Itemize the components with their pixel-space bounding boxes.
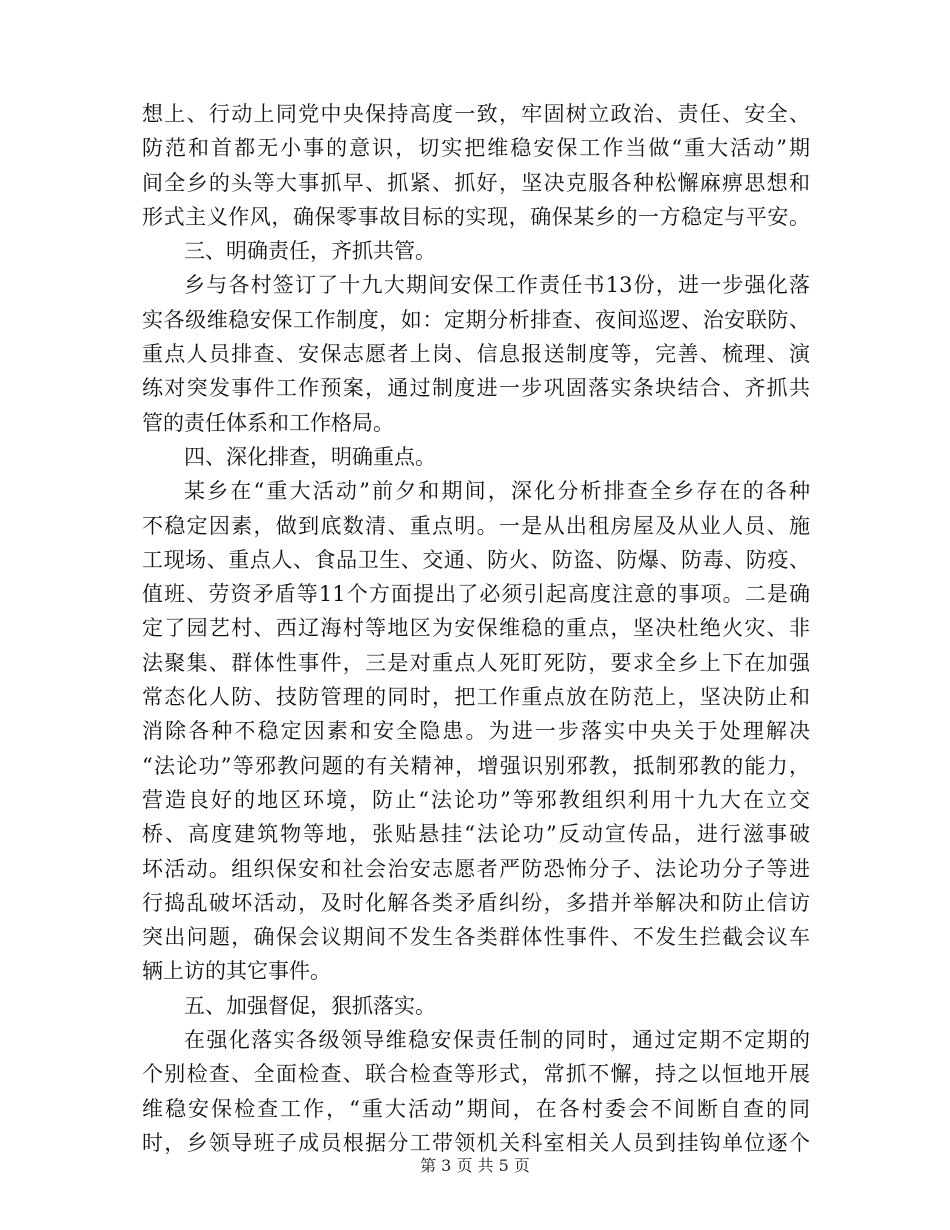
- text-line: 重点人员排查、安保志愿者上岗、信息报送制度等，完善、梳理、演: [142, 342, 810, 367]
- text-line: 间全乡的头等大事抓早、抓紧、抓好，坚决克服各种松懈麻痹思想和: [142, 170, 810, 195]
- text-line: 桥、高度建筑物等地，张贴悬挂“法论功”反动宣传品，进行滋事破: [142, 822, 810, 847]
- text-line: 行捣乱破坏活动，及时化解各类矛盾纠纷，多措并举解决和防止信访: [142, 890, 810, 915]
- text-line: 消除各种不稳定因素和安全隐患。为进一步落实中央关于处理解决: [142, 719, 810, 744]
- text-line: 不稳定因素，做到底数清、重点明。一是从出租房屋及从业人员、施: [142, 513, 810, 538]
- text-line: 法聚集、群体性事件，三是对重点人死盯死防，要求全乡上下在加强: [142, 650, 810, 675]
- text-line: 防范和首都无小事的意识，切实把维稳安保工作当做“重大活动”期: [142, 136, 810, 161]
- text-line: 维稳安保检查工作，“重大活动”期间，在各村委会不间断自查的同: [142, 1096, 810, 1121]
- text-line: 某乡在“重大活动”前夕和期间，深化分析排查全乡存在的各种: [184, 479, 810, 504]
- text-line: 坏活动。组织保安和社会治安志愿者严防恐怖分子、法论功分子等进: [142, 856, 810, 881]
- text-line: 时，乡领导班子成员根据分工带领机关科室相关人员到挂钩单位逐个: [142, 1130, 810, 1155]
- text-line: 值班、劳资矛盾等11个方面提出了必须引起高度注意的事项。二是确: [142, 582, 810, 607]
- text-line: 形式主义作风，确保零事故目标的实现，确保某乡的一方稳定与平安。: [142, 204, 810, 229]
- text-line: 管的责任体系和工作格局。: [142, 410, 394, 435]
- text-line: 常态化人防、技防管理的同时，把工作重点放在防范上，坚决防止和: [142, 685, 810, 710]
- text-line: 个别检查、全面检查、联合检查等形式，常抓不懈，持之以恒地开展: [142, 1062, 810, 1087]
- text-line: “法论功”等邪教问题的有关精神，增强识别邪教，抵制邪教的能力，: [142, 753, 810, 778]
- text-line: 定了园艺村、西辽海村等地区为安保维稳的重点，坚决杜绝火灾、非: [142, 616, 810, 641]
- text-line: 辆上访的其它事件。: [142, 959, 331, 984]
- document-body: [142, 97, 810, 1160]
- page-footer: 第 3 页 共 5 页: [420, 1156, 530, 1175]
- text-line: 在强化落实各级领导维稳安保责任制的同时，通过定期不定期的: [184, 1028, 810, 1053]
- text-line: 练对突发事件工作预案，通过制度进一步巩固落实条块结合、齐抓共: [142, 376, 810, 401]
- text-line: 突出问题，确保会议期间不发生各类群体性事件、不发生拦截会议车: [142, 925, 810, 950]
- text-line: 工现场、重点人、食品卫生、交通、防火、防盗、防爆、防毒、防疫、: [142, 547, 810, 572]
- text-line: 实各级维稳安保工作制度，如：定期分析排查、夜间巡逻、治安联防、: [142, 307, 810, 332]
- text-line: 四、深化排查，明确重点。: [184, 444, 436, 469]
- text-line: 五、加强督促，狠抓落实。: [184, 993, 436, 1018]
- text-line: 三、明确责任，齐抓共管。: [184, 239, 436, 264]
- text-line: 营造良好的地区环境，防止“法论功”等邪教组织利用十九大在立交: [142, 787, 810, 812]
- text-line: 乡与各村签订了十九大期间安保工作责任书13份，进一步强化落: [184, 273, 810, 298]
- text-line: 想上、行动上同党中央保持高度一致，牢固树立政治、责任、安全、: [142, 102, 810, 126]
